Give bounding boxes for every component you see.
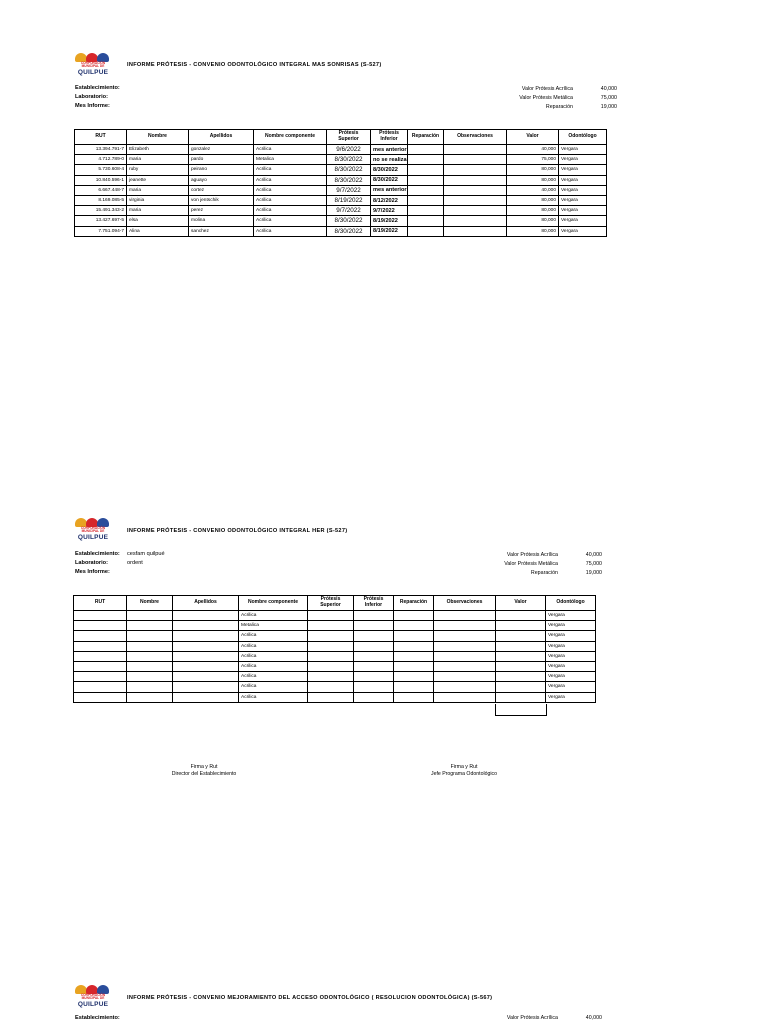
cell-observaciones <box>444 226 507 236</box>
cell-apellidos <box>173 692 239 702</box>
cell-odontologo: Vergara <box>559 195 607 205</box>
cell-superior: 9/7/2022 <box>327 185 371 195</box>
cell-superior: 8/30/2022 <box>327 155 371 165</box>
cell-valor <box>496 651 546 661</box>
cell-odontologo: Vergara <box>559 175 607 185</box>
cell-nombre: maria <box>127 185 189 195</box>
cell-odontologo: Vergara <box>559 206 607 216</box>
cell-componente: Acrilica <box>239 631 308 641</box>
table-row <box>74 672 596 682</box>
cell-reparacion <box>408 206 444 216</box>
cell-apellidos <box>173 661 239 671</box>
cell-observaciones <box>444 175 507 185</box>
cell-odontologo: Vergara <box>546 611 596 621</box>
cell-componente: Acrilica <box>239 651 308 661</box>
cell-valor: 40,000 <box>507 145 559 155</box>
cell-superior: 8/30/2022 <box>327 216 371 226</box>
cell-nombre: Elizabeth <box>127 145 189 155</box>
cell-odontologo: Vergara <box>546 641 596 651</box>
cell-observaciones <box>434 692 496 702</box>
cell-observaciones <box>434 631 496 641</box>
cell-observaciones <box>444 195 507 205</box>
cell-inferior: 8/30/2022 <box>371 175 408 185</box>
cell-superior: 9/7/2022 <box>327 206 371 216</box>
cell-reparacion <box>408 216 444 226</box>
cell-odontologo: Vergara <box>546 631 596 641</box>
cell-superior <box>308 682 354 692</box>
table-row <box>74 661 596 671</box>
cell-rut: 13.394.791-7 <box>75 145 127 155</box>
cell-rut: 6.667.448-7 <box>75 185 127 195</box>
cell-odontologo: Vergara <box>559 165 607 175</box>
cell-inferior <box>354 611 394 621</box>
cell-componente: Acrilica <box>254 226 327 236</box>
cell-observaciones <box>444 165 507 175</box>
cell-reparacion <box>408 165 444 175</box>
cell-componente: Acrilica <box>254 185 327 195</box>
cell-observaciones <box>434 682 496 692</box>
col-inferior: Prótesis Inferior <box>354 596 394 611</box>
cell-valor <box>496 661 546 671</box>
table-row <box>75 226 607 236</box>
cell-rut: 15.491.343-2 <box>75 206 127 216</box>
cell-observaciones <box>434 641 496 651</box>
cell-nombre <box>127 661 173 671</box>
cell-componente: Acrilica <box>239 641 308 651</box>
cell-observaciones <box>444 155 507 165</box>
cell-superior <box>308 631 354 641</box>
table-row <box>75 195 607 205</box>
cell-inferior <box>354 692 394 702</box>
cell-nombre <box>127 621 173 631</box>
cell-observaciones <box>434 611 496 621</box>
cell-componente: Acrilica <box>254 216 327 226</box>
cell-componente: Acrilica <box>239 611 308 621</box>
cell-inferior <box>354 641 394 651</box>
cell-reparacion <box>394 621 434 631</box>
report-meta: Establecimiento: Laboratorio: Mes Informe: <box>75 85 120 109</box>
report-meta: Establecimiento: cesfam quilpué Laboratorio: ordent Mes Informe: <box>75 551 165 575</box>
cell-rut: 8.169.085-5 <box>75 195 127 205</box>
cell-superior <box>308 692 354 702</box>
cell-reparacion <box>394 661 434 671</box>
cell-nombre <box>127 611 173 621</box>
cell-valor: 80,000 <box>507 216 559 226</box>
cell-apellidos <box>173 641 239 651</box>
cell-apellidos: gonzalez <box>189 145 254 155</box>
cell-nombre: maria <box>127 155 189 165</box>
cell-apellidos: pardo <box>189 155 254 165</box>
report-title: INFORME PRÓTESIS - CONVENIO MEJORAMIENTO DEL ACCESO ODONTOLÓGICO ( RESOLUCION ODONTOLÓGICA) (S-567) <box>127 995 493 1001</box>
cell-nombre <box>127 651 173 661</box>
cell-rut <box>74 621 127 631</box>
report-title: INFORME PRÓTESIS - CONVENIO ODONTOLÓGICO INTEGRAL HER (S-527) <box>127 528 348 534</box>
cell-superior: 8/30/2022 <box>327 226 371 236</box>
cell-rut <box>74 682 127 692</box>
price-list: Valor Prótesis Acrílica 40,000 Valor Prótesis Metálica 75,000 Reparación 19,000 <box>504 552 602 576</box>
cell-rut <box>74 672 127 682</box>
report-title: INFORME PRÓTESIS - CONVENIO ODONTOLÓGICO INTEGRAL MAS SONRISAS (S-527) <box>127 62 382 68</box>
cell-inferior <box>354 672 394 682</box>
col-inferior: Prótesis Inferior <box>371 130 408 145</box>
cell-apellidos: sanchez <box>189 226 254 236</box>
cell-rut <box>74 661 127 671</box>
table-row <box>74 631 596 641</box>
table-row <box>74 621 596 631</box>
cell-inferior: mes anterior <box>371 145 408 155</box>
cell-apellidos: von jentschik <box>189 195 254 205</box>
cell-superior: 8/30/2022 <box>327 165 371 175</box>
cell-valor <box>496 621 546 631</box>
cell-superior <box>308 661 354 671</box>
cell-rut <box>74 631 127 641</box>
cell-odontologo: Vergara <box>546 672 596 682</box>
cell-reparacion <box>408 155 444 165</box>
cell-apellidos: molina <box>189 216 254 226</box>
cell-superior <box>308 651 354 661</box>
cell-odontologo: Vergara <box>559 155 607 165</box>
table-row <box>75 185 607 195</box>
cell-odontologo: Vergara <box>559 185 607 195</box>
cell-reparacion <box>408 226 444 236</box>
cell-apellidos: peirano <box>189 165 254 175</box>
cell-valor: 80,000 <box>507 206 559 216</box>
cell-reparacion <box>408 185 444 195</box>
cell-valor <box>496 682 546 692</box>
table-row <box>74 651 596 661</box>
cell-valor: 80,000 <box>507 175 559 185</box>
table-row <box>75 175 607 185</box>
col-odontologo: Odontólogo <box>546 596 596 611</box>
cell-inferior: 8/30/2022 <box>371 165 408 175</box>
cell-componente: Acrilica <box>239 672 308 682</box>
cell-apellidos <box>173 682 239 692</box>
cell-componente: Acrilica <box>254 175 327 185</box>
cell-superior <box>308 621 354 631</box>
cell-odontologo: Vergara <box>546 682 596 692</box>
cell-superior <box>308 641 354 651</box>
col-observaciones: Observaciones <box>444 130 507 145</box>
table-row <box>75 206 607 216</box>
cell-inferior: mes anterior <box>371 185 408 195</box>
table-row <box>75 216 607 226</box>
cell-observaciones <box>434 651 496 661</box>
cell-rut: 7.751.094-7 <box>75 226 127 236</box>
valor-total-box <box>495 704 547 716</box>
cell-nombre: ruby <box>127 165 189 175</box>
cell-nombre <box>127 672 173 682</box>
cell-observaciones <box>444 216 507 226</box>
cell-componente: Acrilica <box>254 145 327 155</box>
cell-rut: 5.730.608-4 <box>75 165 127 175</box>
price-list: Valor Prótesis Acrílica 40,000 <box>506 1015 602 1021</box>
cell-valor <box>496 641 546 651</box>
cell-inferior: 9/7/2022 <box>371 206 408 216</box>
cell-inferior <box>354 682 394 692</box>
col-observaciones: Observaciones <box>434 596 496 611</box>
col-odontologo: Odontólogo <box>559 130 607 145</box>
col-rut: RUT <box>74 596 127 611</box>
cell-apellidos <box>173 631 239 641</box>
cell-valor: 80,000 <box>507 226 559 236</box>
cell-reparacion <box>394 641 434 651</box>
cell-observaciones <box>444 206 507 216</box>
corporacion-logo: CORPORACIÓN MUNICIPAL DE QUILPUE <box>73 53 113 77</box>
table-row <box>74 611 596 621</box>
cell-nombre <box>127 682 173 692</box>
report-meta: Establecimiento: <box>75 1015 120 1021</box>
cell-apellidos: cortez <box>189 185 254 195</box>
cell-reparacion <box>394 631 434 641</box>
cell-rut <box>74 641 127 651</box>
col-apellidos: Apellidos <box>173 596 239 611</box>
cell-superior <box>308 611 354 621</box>
cell-inferior: 8/19/2022 <box>371 226 408 236</box>
table-row <box>74 682 596 692</box>
cell-valor <box>496 611 546 621</box>
signature-director: Firma y Rut Director del Establecimiento <box>171 764 237 777</box>
cell-componente: Acrilica <box>254 206 327 216</box>
cell-valor: 80,000 <box>507 195 559 205</box>
cell-apellidos <box>173 611 239 621</box>
cell-odontologo: Vergara <box>559 145 607 155</box>
cell-nombre: maria <box>127 206 189 216</box>
cell-inferior: 8/19/2022 <box>371 216 408 226</box>
cell-odontologo: Vergara <box>559 216 607 226</box>
table-row <box>75 165 607 175</box>
cell-nombre <box>127 631 173 641</box>
cell-componente: Acrilica <box>239 692 308 702</box>
cell-odontologo: Vergara <box>546 651 596 661</box>
cell-inferior: no se realiza <box>371 155 408 165</box>
corporacion-logo: CORPORACIÓN MUNICIPAL DE QUILPUE <box>73 518 113 542</box>
cell-inferior: 8/12/2022 <box>371 195 408 205</box>
cell-rut: 13.427.697-5 <box>75 216 127 226</box>
col-componente: Nombre componente <box>239 596 308 611</box>
cell-apellidos <box>173 621 239 631</box>
cell-odontologo: Vergara <box>559 226 607 236</box>
cell-reparacion <box>408 175 444 185</box>
cell-valor: 75,000 <box>507 155 559 165</box>
table-row <box>75 145 607 155</box>
cell-nombre: virginia <box>127 195 189 205</box>
cell-rut: 10.840.596-1 <box>75 175 127 185</box>
cell-valor: 80,000 <box>507 165 559 175</box>
cell-observaciones <box>444 185 507 195</box>
cell-nombre <box>127 641 173 651</box>
cell-superior: 8/19/2022 <box>327 195 371 205</box>
cell-odontologo: Vergara <box>546 661 596 671</box>
cell-apellidos: perez <box>189 206 254 216</box>
prosthesis-table <box>74 129 607 237</box>
col-superior: Prótesis Superior <box>327 130 371 145</box>
cell-apellidos <box>173 672 239 682</box>
col-apellidos: Apellidos <box>189 130 254 145</box>
col-reparacion: Reparación <box>394 596 434 611</box>
cell-componente: Acrilica <box>254 165 327 175</box>
cell-nombre: Alina <box>127 226 189 236</box>
table-row <box>75 155 607 165</box>
cell-valor <box>496 672 546 682</box>
cell-superior: 8/30/2022 <box>327 175 371 185</box>
cell-reparacion <box>408 195 444 205</box>
cell-nombre <box>127 692 173 702</box>
cell-reparacion <box>394 651 434 661</box>
cell-reparacion <box>394 672 434 682</box>
cell-superior <box>308 672 354 682</box>
cell-nombre: elsa <box>127 216 189 226</box>
cell-componente: Acrilica <box>239 661 308 671</box>
col-superior: Prótesis Superior <box>308 596 354 611</box>
cell-componente: Acrilica <box>239 682 308 692</box>
cell-rut <box>74 692 127 702</box>
cell-componente: Metalica <box>254 155 327 165</box>
cell-reparacion <box>394 682 434 692</box>
col-componente: Nombre componente <box>254 130 327 145</box>
cell-apellidos <box>173 651 239 661</box>
cell-inferior <box>354 621 394 631</box>
cell-observaciones <box>444 145 507 155</box>
col-valor: Valor <box>507 130 559 145</box>
cell-odontologo: Vergara <box>546 621 596 631</box>
cell-rut: 4.712.789-0 <box>75 155 127 165</box>
cell-inferior <box>354 631 394 641</box>
cell-rut <box>74 611 127 621</box>
col-nombre: Nombre <box>127 596 173 611</box>
prosthesis-table <box>73 595 596 703</box>
cell-observaciones <box>434 672 496 682</box>
col-valor: Valor <box>496 596 546 611</box>
cell-observaciones <box>434 621 496 631</box>
cell-componente: Metalica <box>239 621 308 631</box>
cell-rut <box>74 651 127 661</box>
col-rut: RUT <box>75 130 127 145</box>
table-row <box>74 641 596 651</box>
cell-observaciones <box>434 661 496 671</box>
col-reparacion: Reparación <box>408 130 444 145</box>
cell-reparacion <box>394 611 434 621</box>
signature-jefe: Firma y Rut Jefe Programa Odontológico <box>430 764 498 777</box>
cell-valor <box>496 631 546 641</box>
cell-inferior <box>354 661 394 671</box>
corporacion-logo: CORPORACIÓN MUNICIPAL DE QUILPUE <box>73 985 113 1009</box>
price-list: Valor Prótesis Acrílica 40,000 Valor Prótesis Metálica 75,000 Reparación 19,000 <box>519 86 617 110</box>
cell-valor: 40,000 <box>507 185 559 195</box>
table-row <box>74 692 596 702</box>
cell-apellidos: aguayo <box>189 175 254 185</box>
cell-componente: Acrilica <box>254 195 327 205</box>
cell-reparacion <box>394 692 434 702</box>
cell-odontologo: Vergara <box>546 692 596 702</box>
cell-valor <box>496 692 546 702</box>
cell-inferior <box>354 651 394 661</box>
cell-reparacion <box>408 145 444 155</box>
cell-superior: 9/6/2022 <box>327 145 371 155</box>
col-nombre: Nombre <box>127 130 189 145</box>
cell-nombre: jeanette <box>127 175 189 185</box>
